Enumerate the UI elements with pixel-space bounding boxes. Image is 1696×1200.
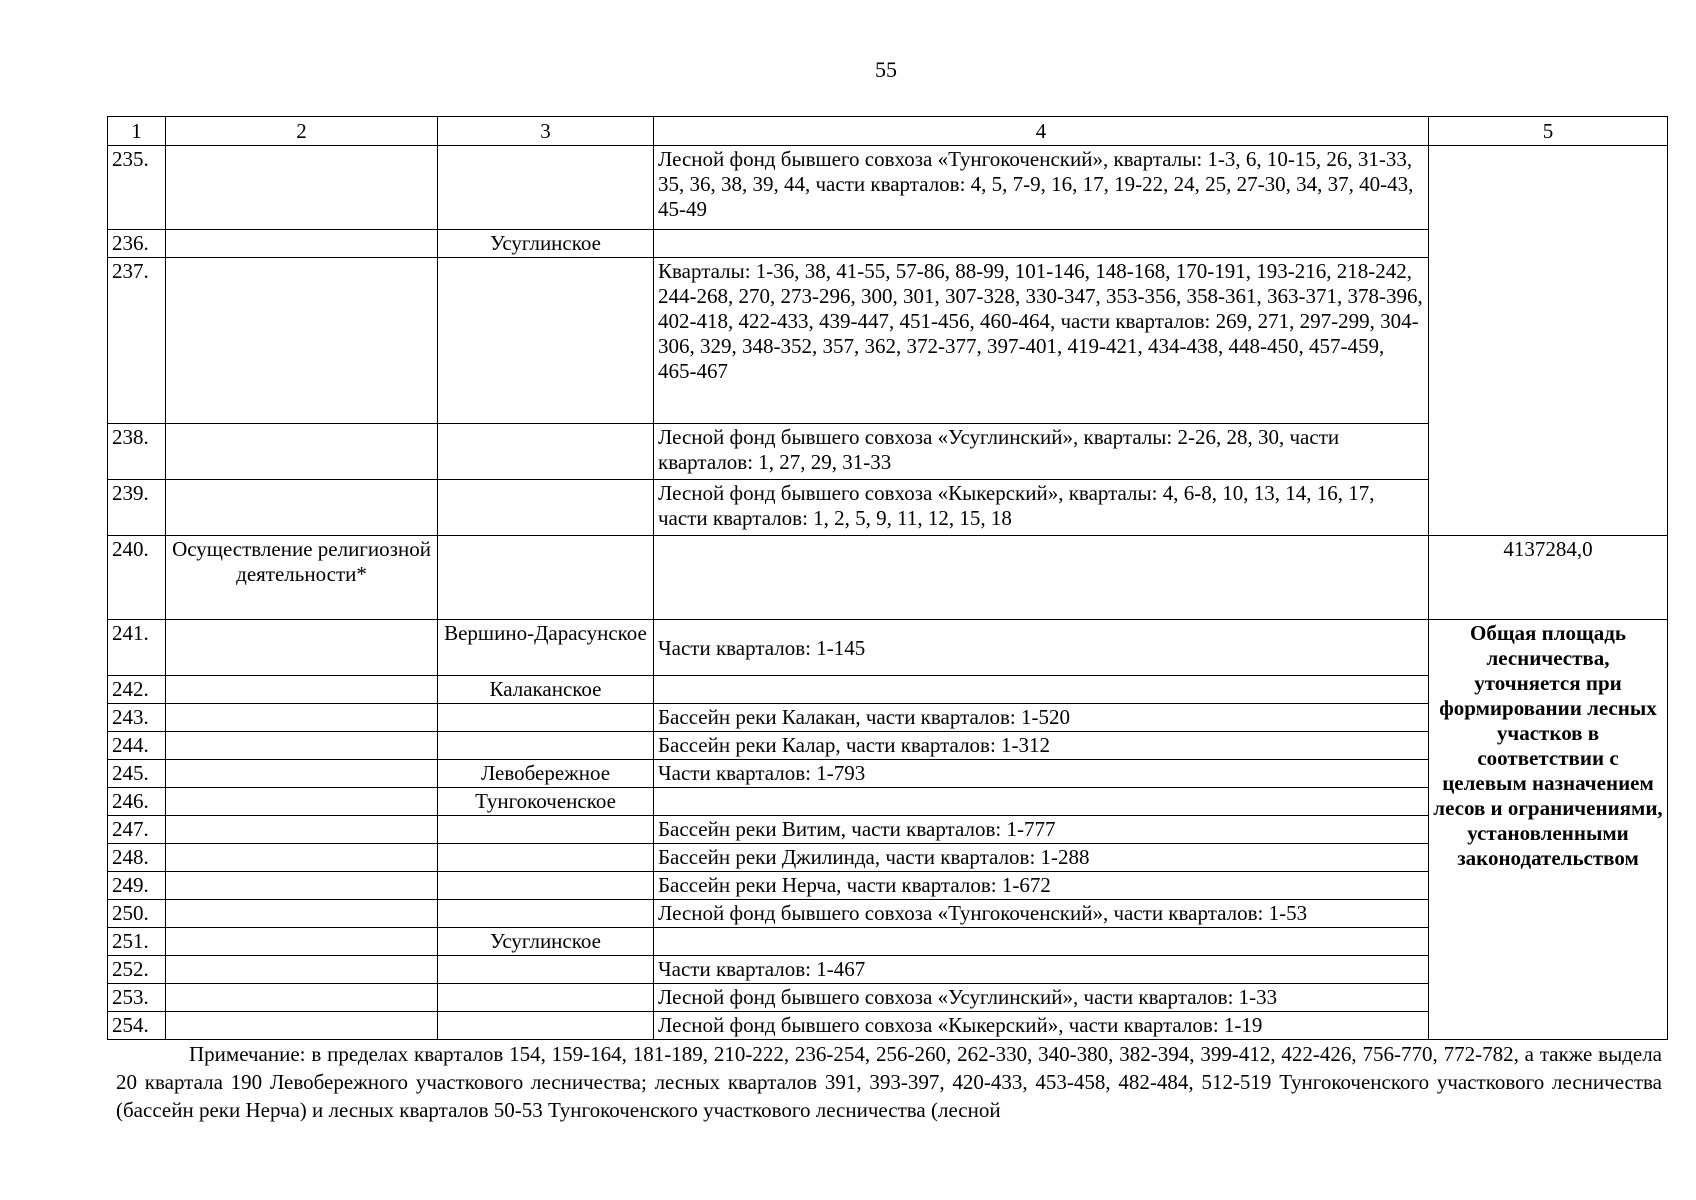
subdivision-cell: Калаканское bbox=[438, 676, 654, 704]
location-cell: Кварталы: 1-36, 38, 41-55, 57-86, 88-99, 101-146, 148-168, 170-191, 193-216, 218-242, 244-268, 270, 273-296, 300, 301, 307-328, 330-347, 353-356, 358-361, 363-371, 378-396, 402-418, 422-433, 439-447, 451-456, 460-464, части кварталов: 269, 271, 297-299, 304-306, 329, 348-352, 357, 362, 372-377, 397-401, 419-421, 434-438, 448-450, 457-459, 465-467 bbox=[654, 258, 1429, 424]
purpose-cell bbox=[166, 956, 438, 984]
subdivision-cell bbox=[438, 900, 654, 928]
subdivision-cell: Усуглинское bbox=[438, 928, 654, 956]
purpose-cell bbox=[166, 424, 438, 480]
header-col-4: 4 bbox=[654, 117, 1429, 146]
purpose-cell: Осуществление религиозной деятельности* bbox=[166, 536, 438, 620]
row-number: 251. bbox=[108, 928, 166, 956]
area-value: 4137284,0 bbox=[1429, 536, 1668, 620]
purpose-cell bbox=[166, 704, 438, 732]
subdivision-cell bbox=[438, 732, 654, 760]
subdivision-cell bbox=[438, 480, 654, 536]
subdivision-cell bbox=[438, 816, 654, 844]
purpose-cell bbox=[166, 676, 438, 704]
row-number: 253. bbox=[108, 984, 166, 1012]
subdivision-cell bbox=[438, 704, 654, 732]
row-number: 247. bbox=[108, 816, 166, 844]
subdivision-cell: Усуглинское bbox=[438, 230, 654, 258]
purpose-cell bbox=[166, 844, 438, 872]
row-number: 238. bbox=[108, 424, 166, 480]
header-row bbox=[108, 117, 1668, 146]
location-cell bbox=[654, 928, 1429, 956]
location-cell: Лесной фонд бывшего совхоза «Тунгокоченский», кварталы: 1-3, 6, 10-15, 26, 31-33, 35, 36, 38, 39, 44, части кварталов: 4, 5, 7-9, 16, 17, 19-22, 24, 25, 27-30, 34, 37, 40-43, 45-49 bbox=[654, 146, 1429, 230]
location-cell: Лесной фонд бывшего совхоза «Усуглинский», части кварталов: 1-33 bbox=[654, 984, 1429, 1012]
location-cell: Бассейн реки Калар, части кварталов: 1-312 bbox=[654, 732, 1429, 760]
table-footnote: Примечание: в пределах кварталов 154, 159-164, 181-189, 210-222, 236-254, 256-260, 262-330, 340-380, 382-394, 399-412, 422-426, 756-770, 772-782, а также выдела 20 квартала 190 Левобережного участкового лесничества; лесных кварталов 391, 393-397, 420-433, 453-458, 482-484, 512-519 Тунгокоченского участкового лесничества (бассейн реки Нерча) и лесных кварталов 50-53 Тунгокоченского участкового лесничества (лесной bbox=[116, 1042, 1662, 1122]
location-cell: Бассейн реки Нерча, части кварталов: 1-672 bbox=[654, 872, 1429, 900]
location-cell: Лесной фонд бывшего совхоза «Тунгокоченский», части кварталов: 1-53 bbox=[654, 900, 1429, 928]
row-number: 241. bbox=[108, 620, 166, 676]
row-number: 246. bbox=[108, 788, 166, 816]
table-row bbox=[108, 146, 1668, 230]
row-number: 242. bbox=[108, 676, 166, 704]
location-cell: Лесной фонд бывшего совхоза «Усуглинский», кварталы: 2-26, 28, 30, части кварталов: 1, 27, 29, 31-33 bbox=[654, 424, 1429, 480]
location-cell: Части кварталов: 1-145 bbox=[654, 620, 1429, 676]
row-number: 237. bbox=[108, 258, 166, 424]
location-cell: Бассейн реки Джилинда, части кварталов: 1-288 bbox=[654, 844, 1429, 872]
header-col-3: 3 bbox=[438, 117, 654, 146]
purpose-cell bbox=[166, 788, 438, 816]
row-number: 243. bbox=[108, 704, 166, 732]
location-cell: Лесной фонд бывшего совхоза «Кыкерский», части кварталов: 1-19 bbox=[654, 1012, 1429, 1040]
location-cell: Части кварталов: 1-467 bbox=[654, 956, 1429, 984]
row-number: 254. bbox=[108, 1012, 166, 1040]
purpose-cell bbox=[166, 872, 438, 900]
row-number: 250. bbox=[108, 900, 166, 928]
subdivision-cell bbox=[438, 844, 654, 872]
purpose-cell bbox=[166, 1012, 438, 1040]
page-number: 55 bbox=[875, 57, 897, 82]
row-number: 245. bbox=[108, 760, 166, 788]
purpose-cell bbox=[166, 760, 438, 788]
row-number: 252. bbox=[108, 956, 166, 984]
row-number: 249. bbox=[108, 872, 166, 900]
subdivision-cell: Левобережное bbox=[438, 760, 654, 788]
purpose-cell bbox=[166, 230, 438, 258]
row-number: 239. bbox=[108, 480, 166, 536]
purpose-cell bbox=[166, 146, 438, 230]
row-number: 236. bbox=[108, 230, 166, 258]
area-note: Общая площадь лесничества, уточняется при формировании лесных участков в соответствии с целевым назначением лесов и ограничениями, установленными законодательством bbox=[1429, 620, 1668, 1040]
table-row bbox=[108, 620, 1668, 676]
header-col-2: 2 bbox=[166, 117, 438, 146]
location-cell bbox=[654, 230, 1429, 258]
subdivision-cell bbox=[438, 1012, 654, 1040]
subdivision-cell bbox=[438, 956, 654, 984]
purpose-cell bbox=[166, 620, 438, 676]
row-number: 248. bbox=[108, 844, 166, 872]
subdivision-cell bbox=[438, 146, 654, 230]
forestry-table bbox=[107, 116, 1668, 1040]
purpose-cell bbox=[166, 984, 438, 1012]
subdivision-cell bbox=[438, 872, 654, 900]
location-cell: Лесной фонд бывшего совхоза «Кыкерский», кварталы: 4, 6-8, 10, 13, 14, 16, 17, части кварталов: 1, 2, 5, 9, 11, 12, 15, 18 bbox=[654, 480, 1429, 536]
subdivision-cell bbox=[438, 536, 654, 620]
purpose-cell bbox=[166, 928, 438, 956]
header-col-1: 1 bbox=[108, 117, 166, 146]
table-body bbox=[108, 146, 1668, 1040]
subdivision-cell bbox=[438, 424, 654, 480]
purpose-cell bbox=[166, 258, 438, 424]
table-row bbox=[108, 536, 1668, 620]
location-cell: Бассейн реки Калакан, части кварталов: 1-520 bbox=[654, 704, 1429, 732]
purpose-cell bbox=[166, 900, 438, 928]
row-number: 244. bbox=[108, 732, 166, 760]
area-cell-empty bbox=[1429, 146, 1668, 536]
location-cell: Бассейн реки Витим, части кварталов: 1-777 bbox=[654, 816, 1429, 844]
purpose-cell bbox=[166, 816, 438, 844]
subdivision-cell bbox=[438, 984, 654, 1012]
table-header bbox=[108, 117, 1668, 146]
location-cell bbox=[654, 676, 1429, 704]
header-col-5: 5 bbox=[1429, 117, 1668, 146]
subdivision-cell bbox=[438, 258, 654, 424]
subdivision-cell: Тунгокоченское bbox=[438, 788, 654, 816]
purpose-cell bbox=[166, 732, 438, 760]
location-cell bbox=[654, 788, 1429, 816]
row-number: 240. bbox=[108, 536, 166, 620]
row-number: 235. bbox=[108, 146, 166, 230]
purpose-cell bbox=[166, 480, 438, 536]
subdivision-cell: Вершино-Дарасунское bbox=[438, 620, 654, 676]
location-cell: Части кварталов: 1-793 bbox=[654, 760, 1429, 788]
location-cell bbox=[654, 536, 1429, 620]
